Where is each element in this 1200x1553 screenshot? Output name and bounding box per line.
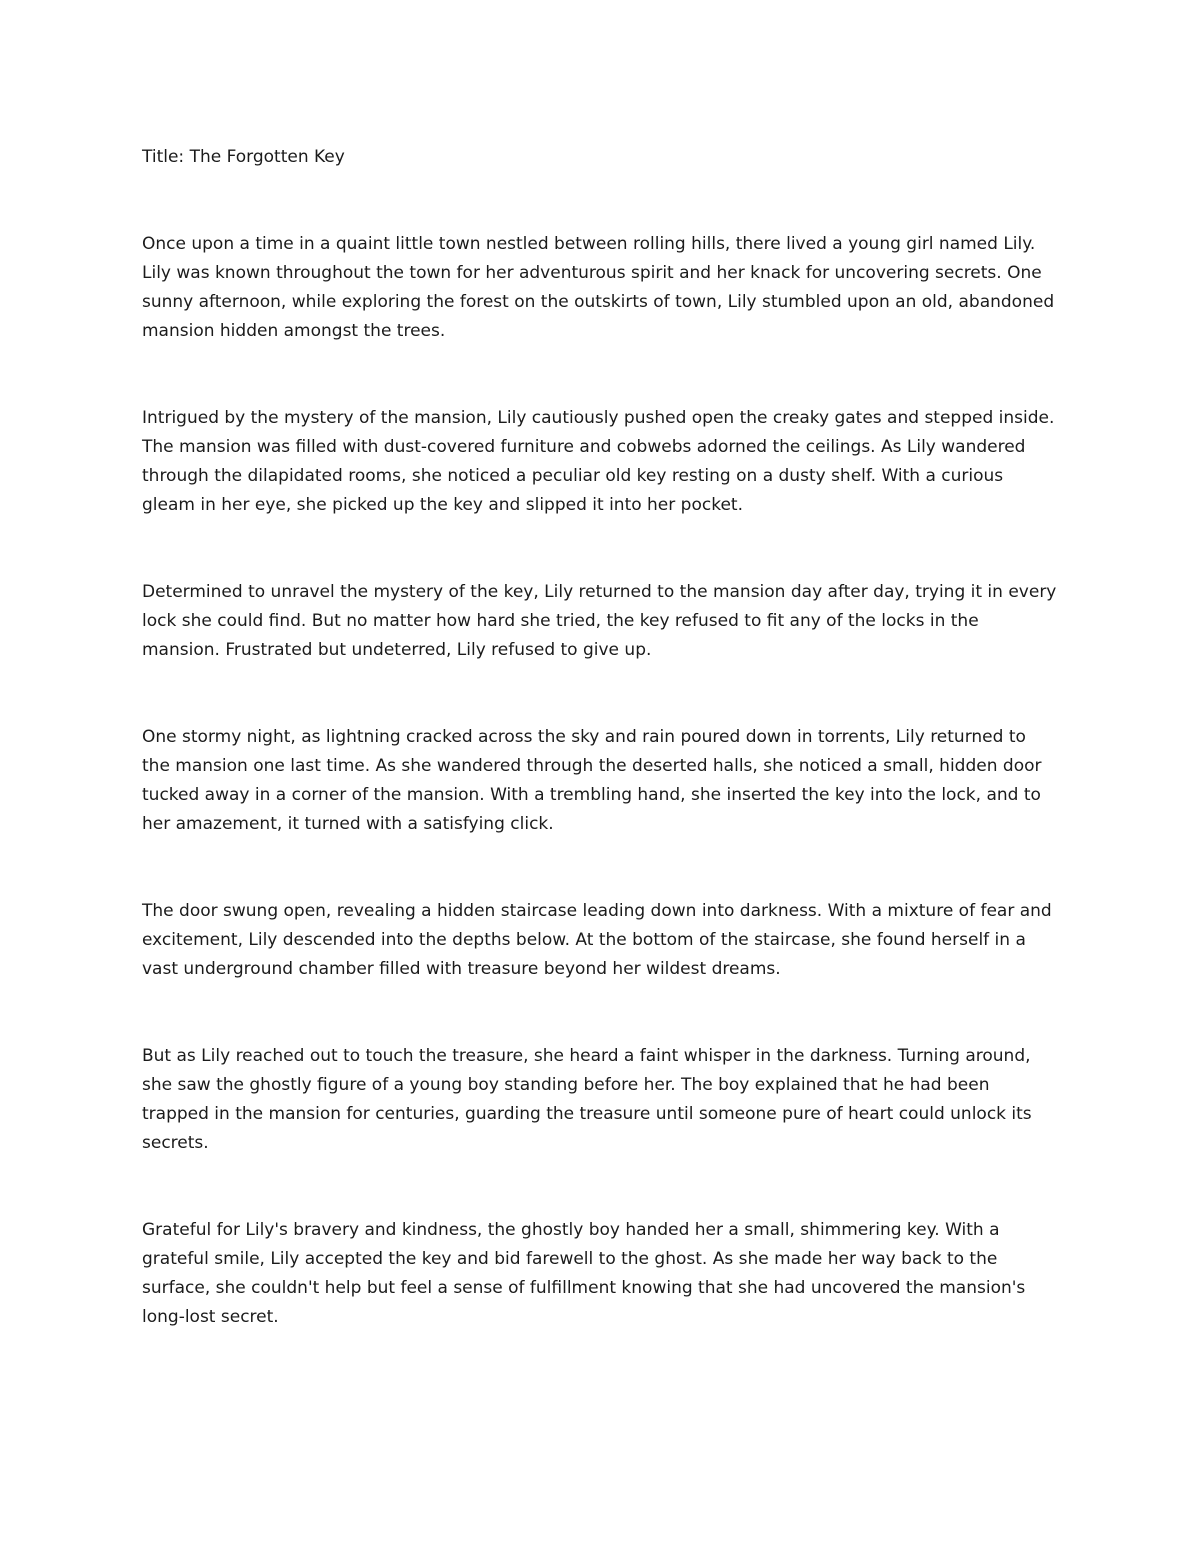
document-body xyxy=(142,230,1058,1332)
document-title: Title: The Forgotten Key xyxy=(142,147,345,167)
paragraph-4: One stormy night, as lightning cracked across the sky and rain poured down in torrents, Lily returned to the mansion one last time. As she wandered through the deserted halls, she noticed a small, hidden door tucked away in a corner of the mansion. With a trembling hand, she inserted the key into the lock, and to her amazement, it turned with a satisfying click. xyxy=(142,727,1042,834)
paragraph-2: Intrigued by the mystery of the mansion, Lily cautiously pushed open the creaky gates and stepped inside. The mansion was filled with dust-covered furniture and cobwebs adorned the ceilings. As Lily wandered through the dilapidated rooms, she noticed a peculiar old key resting on a dusty shelf. With a curious gleam in her eye, she picked up the key and slipped it into her pocket. xyxy=(142,408,1055,515)
paragraph-3: Determined to unravel the mystery of the key, Lily returned to the mansion day after day, trying it in every lock she could find. But no matter how hard she tried, the key refused to fit any of the locks in the mansion. Frustrated but undeterred, Lily refused to give up. xyxy=(142,582,1057,660)
paragraph-1: Once upon a time in a quaint little town nestled between rolling hills, there lived a young girl named Lily. Lily was known throughout the town for her adventurous spirit and her knack for uncovering secrets. One sunny afternoon, while exploring the forest on the outskirts of town, Lily stumbled upon an old, abandoned mansion hidden amongst the trees. xyxy=(142,234,1055,341)
paragraph-6: But as Lily reached out to touch the treasure, she heard a faint whisper in the darkness. Turning around, she saw the ghostly figure of a young boy standing before her. The boy explained that he had been trapped in the mansion for centuries, guarding the treasure until someone pure of heart could unlock its secrets. xyxy=(142,1046,1032,1153)
paragraph-5: The door swung open, revealing a hidden staircase leading down into darkness. With a mixture of fear and excitement, Lily descended into the depths below. At the bottom of the staircase, she found herself in a vast underground chamber filled with treasure beyond her wildest dreams. xyxy=(142,901,1052,979)
paragraph-7: Grateful for Lily's bravery and kindness, the ghostly boy handed her a small, shimmering key. With a grateful smile, Lily accepted the key and bid farewell to the ghost. As she made her way back to the surface, she couldn't help but feel a sense of fulfillment knowing that she had uncovered the mansion's long-lost secret. xyxy=(142,1220,1026,1327)
